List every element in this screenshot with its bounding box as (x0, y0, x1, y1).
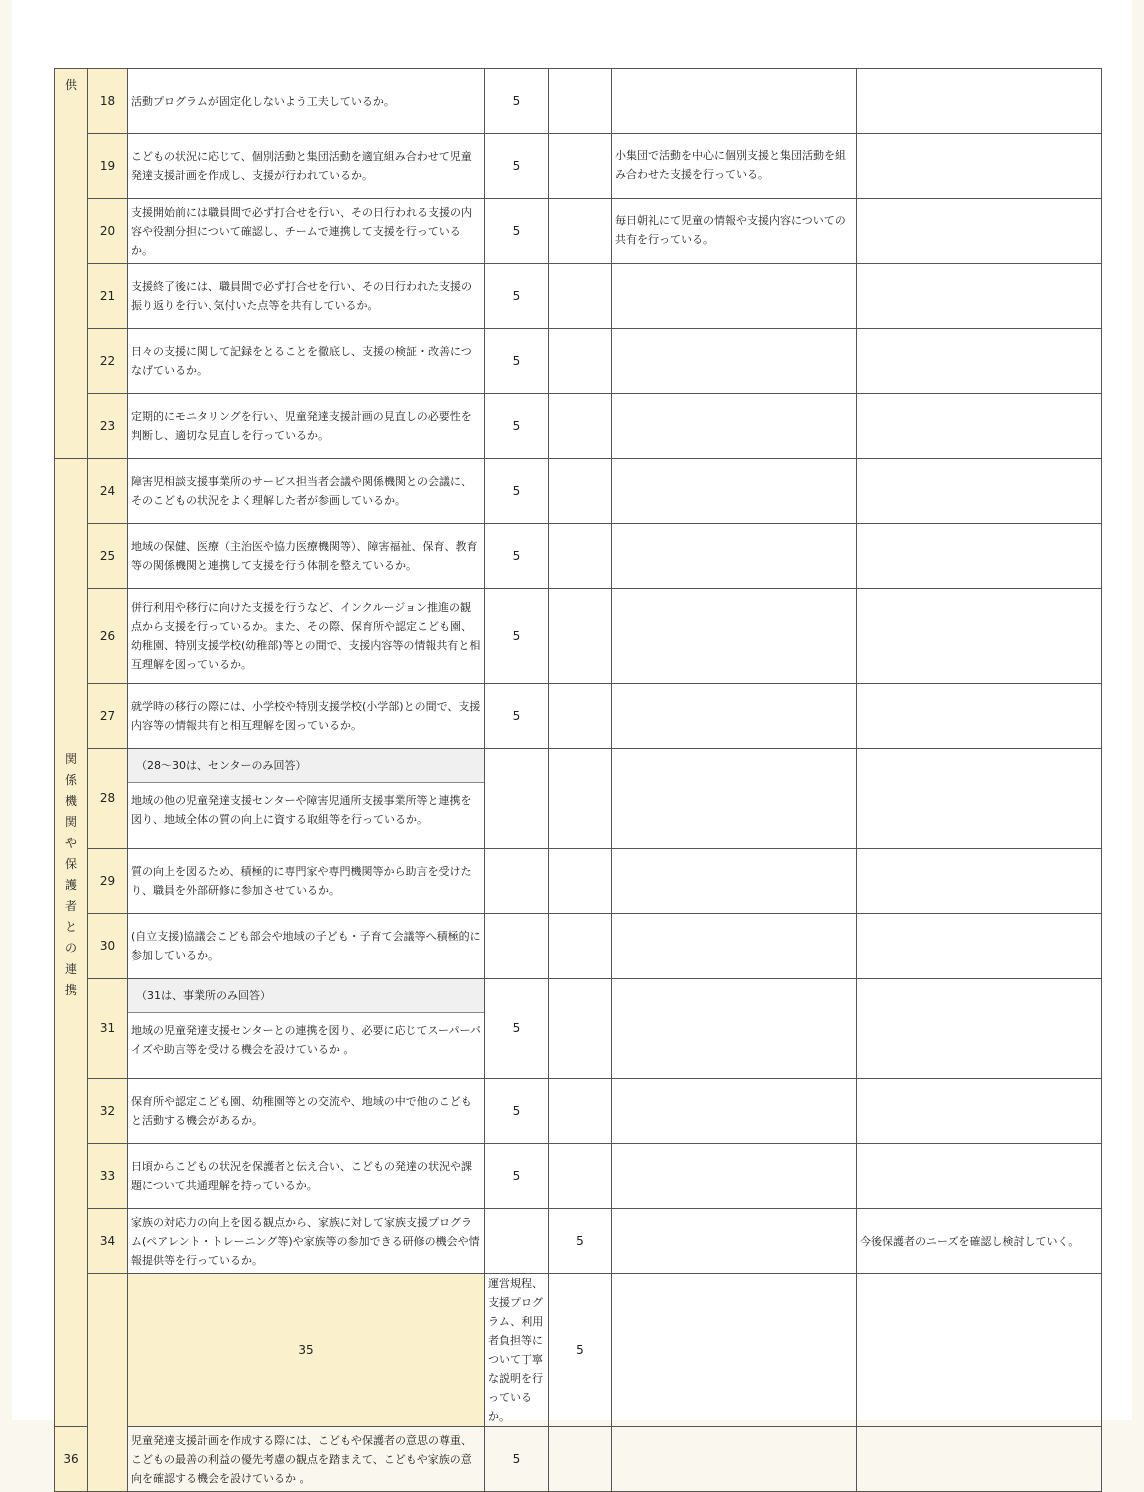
item-question: 活動プログラムが固定化しないよう工夫しているか。 (128, 69, 485, 134)
item-question: 児童発達支援計画を作成する際には、こどもや保護者の意思の尊重、こどもの最善の利益の優先考慮の観点を踏まえて、こどもや家族の意向を確認する機会を設けているか 。 (128, 1427, 485, 1492)
table-row (55, 1144, 1102, 1209)
comment-text (615, 1427, 853, 1439)
improvement-text (860, 589, 1098, 601)
item-question: 質の向上を図るため、積極的に専門家や専門機関等から助言を受けたり、職員を外部研修に参加させているか。 (128, 849, 485, 914)
item-question: 地域の他の児童発達支援センターや障害児通所支援事業所等と連携を図り、地域全体の質の向上に資する取組等を行っているか。 (131, 794, 472, 826)
item-number: 32 (88, 1079, 128, 1144)
comment-cell (612, 264, 857, 329)
table-row (55, 1274, 1102, 1427)
item-number: 31 (88, 979, 128, 1079)
score-yes: 5 (485, 524, 549, 589)
score-yes: 5 (485, 1079, 549, 1144)
item-question: 地域の児童発達支援センターとの連携を図り、必要に応じてスーパーバイズや助言等を受ける機会を設けているか 。 (131, 1024, 481, 1056)
comment-cell (612, 749, 857, 849)
comment-cell (612, 134, 857, 199)
document-page (12, 0, 1132, 1485)
comment-cell (612, 1427, 857, 1492)
comment-text (615, 1144, 853, 1156)
improvement-cell (857, 459, 1102, 524)
score-no (549, 589, 612, 684)
improvement-cell (857, 849, 1102, 914)
improvement-text (860, 1144, 1098, 1156)
improvement-cell (857, 1144, 1102, 1209)
comment-cell (612, 849, 857, 914)
item-number: 36 (55, 1427, 88, 1492)
item-question: 運営規程、支援プログラム、利用者負担等について丁寧な説明を行っているか。 (485, 1274, 549, 1427)
item-question: 日々の支援に関して記録をとることを徹底し、支援の検証・改善につなげているか。 (128, 329, 485, 394)
improvement-cell (857, 684, 1102, 749)
improvement-cell (857, 589, 1102, 684)
table-row (55, 979, 1102, 1079)
score-yes: 5 (485, 329, 549, 394)
score-no: 5 (549, 1209, 612, 1274)
score-no (549, 1144, 612, 1209)
score-yes: 5 (485, 459, 549, 524)
item-number: 19 (88, 134, 128, 199)
improvement-cell (857, 979, 1102, 1079)
score-yes: 5 (485, 264, 549, 329)
improvement-text (860, 1079, 1098, 1091)
score-yes: 5 (485, 134, 549, 199)
table-row (55, 684, 1102, 749)
comment-text (615, 684, 853, 696)
comment-cell (612, 69, 857, 134)
score-no (549, 1079, 612, 1144)
improvement-cell (857, 914, 1102, 979)
comment-cell (612, 684, 857, 749)
comment-text (615, 1079, 853, 1091)
score-no (549, 134, 612, 199)
score-no (549, 264, 612, 329)
table-row (55, 914, 1102, 979)
evaluation-table (54, 68, 1102, 1492)
table-row (55, 199, 1102, 264)
score-no (549, 749, 612, 849)
table-row (55, 849, 1102, 914)
improvement-text (860, 524, 1098, 536)
improvement-cell (857, 1427, 1102, 1492)
item-number: 25 (88, 524, 128, 589)
category-cell-provision (55, 69, 88, 459)
score-yes (485, 749, 549, 849)
score-no (549, 329, 612, 394)
item-question: 地域の保健、医療（主治医や協力医療機関等）、障害福祉、保育、教育等の関係機関と連携して支援を行う体制を整えているか。 (128, 524, 485, 589)
score-yes: 5 (485, 684, 549, 749)
score-no (549, 394, 612, 459)
table-row (55, 329, 1102, 394)
section-note: （31は、事業所のみ回答） (128, 979, 484, 1013)
score-no (549, 199, 612, 264)
score-yes: 5 (485, 589, 549, 684)
score-yes: 5 (549, 1274, 612, 1427)
improvement-cell (857, 749, 1102, 849)
category-cell-explanation (88, 1274, 128, 1492)
comment-cell (612, 589, 857, 684)
improvement-text (860, 684, 1098, 696)
comment-cell (612, 914, 857, 979)
improvement-cell (857, 394, 1102, 459)
item-number: 21 (88, 264, 128, 329)
score-no (549, 69, 612, 134)
table-row (55, 459, 1102, 524)
item-question: 定期的にモニタリングを行い、児童発達支援計画の見直しの必要性を判断し、適切な見直しを行っているか。 (128, 394, 485, 459)
table-row (55, 394, 1102, 459)
improvement-cell (857, 69, 1102, 134)
comment-text (615, 264, 853, 276)
table-row (55, 749, 1102, 849)
item-question: 日頃からこどもの状況を保護者と伝え合い、こどもの発達の状況や課題について共通理解を持っているか。 (128, 1144, 485, 1209)
comment-text (615, 979, 853, 991)
comment-cell (612, 1079, 857, 1144)
category-label: 供 (64, 78, 77, 92)
comment-text: 毎日朝礼にて児童の情報や支援内容についての共有を行っている。 (615, 214, 846, 246)
category-label: 関係機関や保護者との連携 (64, 752, 77, 997)
score-no (549, 1427, 612, 1492)
score-no (549, 684, 612, 749)
improvement-cell (857, 264, 1102, 329)
item-question: 障害児相談支援事業所のサービス担当者会議や関係機関との会議に、そのこどもの状況をよく理解した者が参画しているか。 (128, 459, 485, 524)
improvement-text: 今後保護者のニーズを確認し検討していく。 (860, 1234, 1080, 1248)
score-no (549, 524, 612, 589)
comment-text: 小集団で活動を中心に個別支援と集団活動を組み合わせた支援を行っている。 (615, 149, 846, 181)
section-note: （28～30は、センターのみ回答） (128, 749, 484, 783)
item-number: 20 (88, 199, 128, 264)
item-number: 18 (88, 69, 128, 134)
improvement-text (860, 199, 1098, 211)
comment-cell (612, 524, 857, 589)
item-question: (自立支援)協議会こども部会や地域の子ども・子育て会議等へ積極的に参加しているか。 (128, 914, 485, 979)
comment-cell (612, 394, 857, 459)
improvement-text (860, 914, 1098, 926)
comment-text (615, 849, 853, 861)
table-row (55, 1079, 1102, 1144)
item-question-cell (128, 979, 485, 1079)
item-question: 保育所や認定こども園、幼稚園等との交流や、地域の中で他のこどもと活動する機会があるか。 (128, 1079, 485, 1144)
score-yes (485, 1209, 549, 1274)
item-number: 23 (88, 394, 128, 459)
item-question: こどもの状況に応じて、個別活動と集団活動を適宜組み合わせて児童発達支援計画を作成し、支援が行われているか。 (128, 134, 485, 199)
item-number: 33 (88, 1144, 128, 1209)
comment-text (615, 69, 853, 81)
table-row (55, 589, 1102, 684)
improvement-cell (857, 1079, 1102, 1144)
comment-cell (612, 979, 857, 1079)
score-no (549, 914, 612, 979)
comment-text (860, 1274, 1098, 1286)
item-number: 34 (88, 1209, 128, 1274)
improvement-cell (857, 199, 1102, 264)
improvement-text (860, 394, 1098, 406)
table-row (55, 1427, 1102, 1492)
table-row (55, 69, 1102, 134)
improvement-text (860, 979, 1098, 991)
improvement-text (860, 69, 1098, 81)
comment-cell (612, 1144, 857, 1209)
improvement-text (860, 1427, 1098, 1439)
item-number: 29 (88, 849, 128, 914)
improvement-text (860, 459, 1098, 471)
comment-text (615, 589, 853, 601)
item-question: 支援終了後には、職員間で必ず打合せを行い、その日行われた支援の振り返りを行い､気付いた点等を共有しているか。 (128, 264, 485, 329)
item-number: 35 (128, 1274, 485, 1427)
score-no (549, 979, 612, 1079)
score-yes: 5 (485, 199, 549, 264)
improvement-text (860, 749, 1098, 761)
item-number: 27 (88, 684, 128, 749)
improvement-cell (857, 134, 1102, 199)
comment-cell (612, 1209, 857, 1274)
table-row (55, 524, 1102, 589)
table-row (55, 1209, 1102, 1274)
comment-cell (612, 459, 857, 524)
comment-text (615, 329, 853, 341)
improvement-cell (857, 524, 1102, 589)
score-yes: 5 (485, 1144, 549, 1209)
comment-cell (612, 199, 857, 264)
item-question: 支援開始前には職員間で必ず打合せを行い、その日行われる支援の内容や役割分担について確認し、チームで連携して支援を行っているか。 (128, 199, 485, 264)
comment-text (615, 459, 853, 471)
improvement-text (860, 329, 1098, 341)
improvement-cell (857, 1209, 1102, 1274)
score-no (549, 459, 612, 524)
improvement-text (860, 849, 1098, 861)
score-yes: 5 (485, 69, 549, 134)
item-question: 家族の対応力の向上を図る観点から、家族に対して家族支援プログラム(ペアレント・トレーニング等)や家族等の参加できる研修の機会や情報提供等を行っているか。 (128, 1209, 485, 1274)
comment-cell (857, 1274, 1102, 1427)
item-question: 併行利用や移行に向けた支援を行うなど、インクルージョン推進の観点から支援を行っているか。また、その際、保育所や認定こども園、幼稚園、特別支援学校(幼稚部)等との間で、支援内容等の情報共有と相互理解を図っているか。 (128, 589, 485, 684)
score-yes: 5 (485, 979, 549, 1079)
item-number: 26 (88, 589, 128, 684)
improvement-text (860, 264, 1098, 276)
score-yes: 5 (485, 394, 549, 459)
item-number: 28 (88, 749, 128, 849)
score-no (612, 1274, 857, 1427)
improvement-cell (857, 329, 1102, 394)
score-no (549, 849, 612, 914)
comment-text (615, 524, 853, 536)
item-number: 22 (88, 329, 128, 394)
item-number: 30 (88, 914, 128, 979)
score-yes: 5 (485, 1427, 549, 1492)
comment-cell (612, 329, 857, 394)
item-question-cell (128, 749, 485, 849)
item-number: 24 (88, 459, 128, 524)
comment-text (615, 914, 853, 926)
category-cell-collaboration (55, 459, 88, 1427)
table-row (55, 264, 1102, 329)
table-row (55, 134, 1102, 199)
comment-text (615, 394, 853, 406)
score-yes (485, 849, 549, 914)
comment-text (615, 749, 853, 761)
score-yes (485, 914, 549, 979)
item-question: 就学時の移行の際には、小学校や特別支援学校(小学部)との間で、支援内容等の情報共有と相互理解を図っているか。 (128, 684, 485, 749)
improvement-text (860, 134, 1098, 146)
